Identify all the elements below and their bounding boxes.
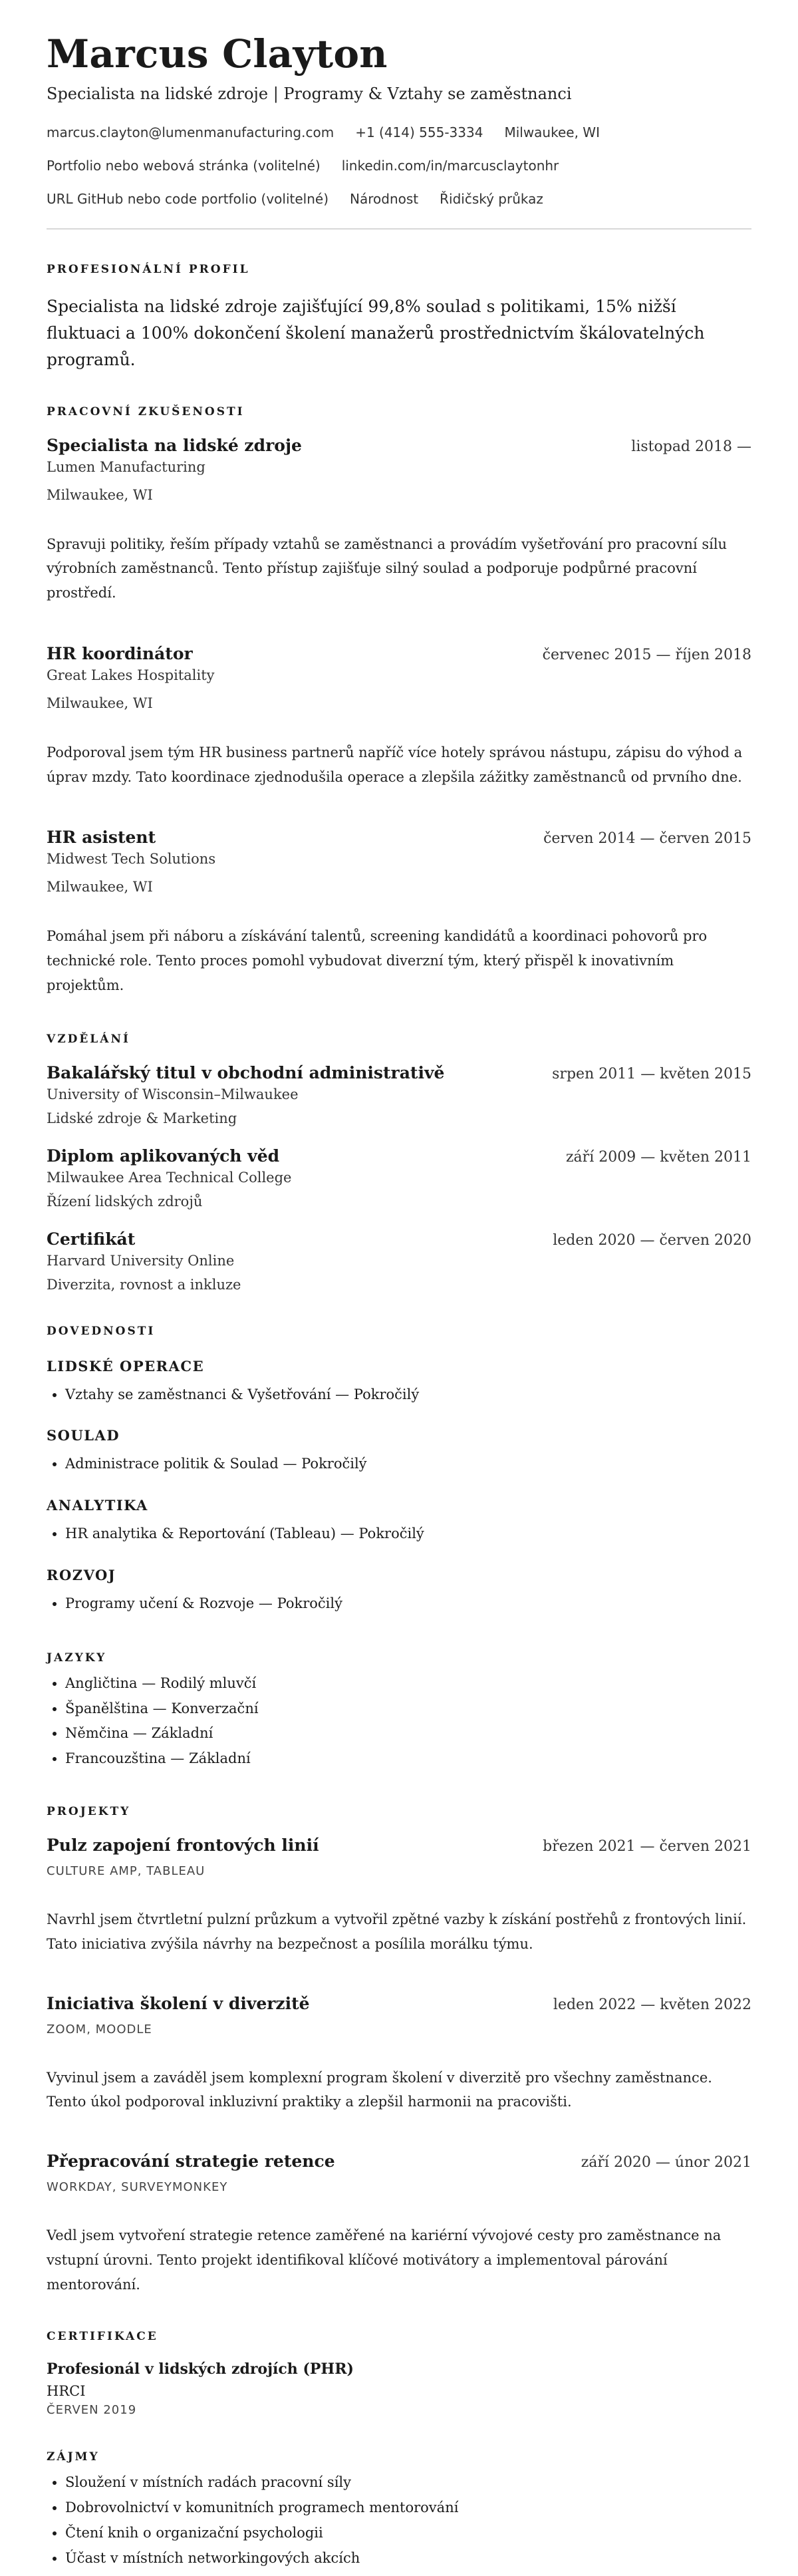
skill-category: ROZVOJ: [47, 1567, 116, 1584]
contact-block: [47, 123, 751, 208]
study-field: Řízení lidských zdrojů: [47, 1193, 203, 1209]
project-title: Pulz zapojení frontových linií: [47, 1836, 319, 1855]
job-description: Pomáhal jsem při náboru a získávání talentů, screening kandidátů a koordinaci pohovorů pro technické role. Tento proces pomohl vybudovat diverzní tým, který přispěl k inovativním projektům.: [47, 928, 708, 993]
job-description: Podporoval jsem tým HR business partnerů napříč více hotely správou nástupu, zápisu do výhod a úprav mzdy. Tato koordinace zjednodušila operace a zlepšila zážitky zaměstnanců od prvního dne.: [47, 744, 743, 785]
experience-heading: PRACOVNÍ ZKUŠENOSTI: [47, 404, 245, 418]
experience-section: [47, 405, 751, 998]
language-item: • Angličtina — Rodilý mluvčí: [65, 1671, 751, 1696]
degree-title: Certifikát: [47, 1229, 136, 1249]
skill-list: [47, 1591, 751, 1617]
project-tech: WORKDAY, SURVEYMONKEY: [47, 2180, 228, 2195]
skills-heading: DOVEDNOSTI: [47, 1324, 156, 1338]
job-entry: [47, 644, 751, 790]
certification-issuer: HRCI: [47, 2383, 86, 2400]
languages-section: [47, 1651, 751, 1772]
project-tech: CULTURE AMP, TABLEAU: [47, 1864, 205, 1879]
language-item: • Španělština — Konverzační: [65, 1696, 751, 1722]
education-dates: leden 2020 — červen 2020: [553, 1231, 751, 1249]
language-list: [47, 1671, 751, 1772]
job-location: Milwaukee, WI: [47, 695, 153, 711]
skill-category: SOULAD: [47, 1427, 120, 1444]
job-title: Specialista na lidské zdroje: [47, 435, 302, 455]
job-title: HR koordinátor: [47, 643, 193, 663]
job-company: Midwest Tech Solutions: [47, 851, 216, 868]
certifications-section: [47, 2330, 751, 2417]
certifications-heading: CERTIFIKACE: [47, 2330, 158, 2344]
header-divider: [47, 228, 751, 230]
interest-item: • Sloužení v místních radách pracovní síly: [65, 2470, 751, 2496]
projects-heading: PROJEKTY: [47, 1805, 131, 1819]
contact-row-2: [47, 156, 751, 175]
project-dates: březen 2021 — červen 2021: [543, 1838, 751, 1855]
project-dates: leden 2022 — květen 2022: [553, 1996, 751, 2013]
job-dates: červen 2014 — červen 2015: [543, 830, 751, 848]
school-name: University of Wisconsin–Milwaukee: [47, 1086, 299, 1102]
education-dates: září 2009 — květen 2011: [565, 1148, 751, 1166]
contact-row-1: [47, 123, 751, 142]
education-dates: srpen 2011 — květen 2015: [552, 1065, 751, 1082]
job-location: Milwaukee, WI: [47, 879, 153, 895]
certification-date: ČERVEN 2019: [47, 2403, 137, 2418]
job-entry: [47, 436, 751, 605]
candidate-name: Marcus Clayton: [47, 31, 388, 77]
project-description: Navrhl jsem čtvrtletní pulzní průzkum a vytvořil zpětné vazby k získání postřehů z frontových linií. Tato iniciativa zvýšila návrhy na bezpečnost a posílila morálku týmu.: [47, 1911, 747, 1952]
skill-category: ANALYTIKA: [47, 1497, 148, 1514]
linkedin-link[interactable]: linkedin.com/in/marcusclaytonhr: [341, 157, 559, 174]
job-description: Spravuji politiky, řeším případy vztahů se zaměstnanci a provádím vyšetřování pro pracovní sílu výrobních zaměstnanců. Tento přístup zajišťuje silný soulad a podporuje podpůrné pracovní prostředí.: [47, 536, 728, 601]
skill-item: • HR analytika & Reportování (Tableau) — Pokročilý: [65, 1522, 751, 1547]
skill-item: • Administrace politik & Soulad — Pokročilý: [65, 1452, 751, 1477]
project-description: Vedl jsem vytvoření strategie retence zaměřené na kariérní vývojové cesty pro zaměstnance na vstupní úrovni. Tento projekt identifikoval klíčové motivátory a implementoval párování mentorování.: [47, 2227, 722, 2293]
languages-heading: JAZYKY: [47, 1651, 107, 1665]
study-field: Diverzita, rovnost a inkluze: [47, 1276, 241, 1293]
project-tech: ZOOM, MOODLE: [47, 2022, 152, 2036]
profile-section: [47, 263, 751, 373]
project-description: Vyvinul jsem a zaváděl jsem komplexní program školení v diverzitě pro všechny zaměstnance. Tento úkol podporoval inkluzivní praktiky a zlepšil harmonii na pracovišti.: [47, 2069, 712, 2110]
education-section: [47, 1033, 751, 1293]
portfolio-link[interactable]: Portfolio nebo webová stránka (volitelné): [47, 157, 321, 174]
project-dates: září 2020 — únor 2021: [581, 2154, 751, 2172]
study-field: Lidské zdroje & Marketing: [47, 1110, 237, 1126]
contact-row-3: [47, 190, 751, 208]
profile-summary: Specialista na lidské zdroje zajišťující 99,8% soulad s politikami, 15% nižší fluktuaci a 100% dokončení školení manažerů prostřednictvím škálovatelných programů.: [47, 296, 705, 369]
location-text: Milwaukee, WI: [504, 124, 600, 140]
license-text: Řidičský průkaz: [440, 190, 543, 207]
project-entry: [47, 2152, 751, 2297]
email-link[interactable]: marcus.clayton@lumenmanufacturing.com: [47, 124, 334, 140]
language-item: • Němčina — Základní: [65, 1721, 751, 1746]
interest-item: • Účast v místních networkingových akcích: [65, 2546, 751, 2571]
school-name: Milwaukee Area Technical College: [47, 1169, 292, 1186]
job-title: HR asistent: [47, 828, 156, 848]
interest-list: [47, 2470, 751, 2571]
project-entry: [47, 1994, 751, 2115]
project-entry: [47, 1836, 751, 1957]
job-company: Lumen Manufacturing: [47, 458, 205, 475]
skill-list: [47, 1382, 751, 1408]
job-location: Milwaukee, WI: [47, 486, 153, 503]
profile-heading: PROFESIONÁLNÍ PROFIL: [47, 262, 250, 276]
interests-section: [47, 2450, 751, 2571]
interests-heading: ZÁJMY: [47, 2450, 100, 2464]
skill-list: [47, 1452, 751, 1477]
nationality-text: Národnost: [350, 190, 419, 207]
projects-section: [47, 1805, 751, 2297]
job-entry: [47, 828, 751, 997]
job-dates: červenec 2015 — říjen 2018: [542, 646, 751, 663]
education-entry: [47, 1229, 751, 1293]
job-dates: listopad 2018 —: [631, 438, 751, 455]
language-item: • Francouzština — Základní: [65, 1746, 751, 1772]
interest-item: • Dobrovolnictví v komunitních programech mentorování: [65, 2496, 751, 2521]
project-title: Přepracování strategie retence: [47, 2152, 335, 2172]
skills-section: [47, 1325, 751, 1617]
education-entry: [47, 1063, 751, 1126]
degree-title: Bakalářský titul v obchodní administrativě: [47, 1062, 445, 1082]
education-heading: VZDĚLÁNÍ: [47, 1032, 130, 1046]
certification-name: Profesionál v lidských zdrojích (PHR): [47, 2360, 354, 2378]
skill-category: LIDSKÉ OPERACE: [47, 1357, 205, 1374]
skill-item: • Vztahy se zaměstnanci & Vyšetřování — Pokročilý: [65, 1382, 751, 1408]
education-entry: [47, 1146, 751, 1209]
skill-list: [47, 1522, 751, 1547]
school-name: Harvard University Online: [47, 1252, 235, 1269]
interest-item: • Čtení knih o organizační psychologii: [65, 2521, 751, 2546]
phone-text: +1 (414) 555-3334: [355, 124, 483, 140]
candidate-headline: Specialista na lidské zdroje | Programy & Vztahy se zaměstnanci: [47, 84, 572, 103]
degree-title: Diplom aplikovaných věd: [47, 1146, 280, 1166]
project-title: Iniciativa školení v diverzitě: [47, 1993, 310, 2013]
job-company: Great Lakes Hospitality: [47, 667, 215, 683]
skill-item: • Programy učení & Rozvoje — Pokročilý: [65, 1591, 751, 1617]
github-link[interactable]: URL GitHub nebo code portfolio (volitelné): [47, 190, 329, 207]
